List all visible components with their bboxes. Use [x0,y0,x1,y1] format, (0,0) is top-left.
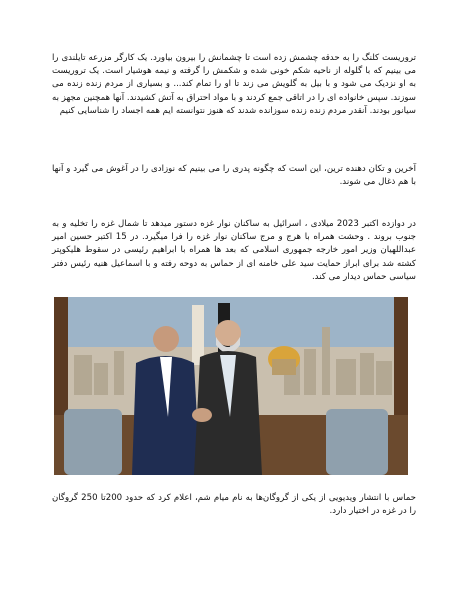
paragraph-3: در دوازده اکتبر 2023 میلادی ، اسرائیل به ساکنان نوار غزه دستور میدهد تا شمال غزه را تخلیه و به جنوب بروند . وحشت همراه با هرج و مرج ساکنان نوار غزه را فرا میگیرد. در 15 اکتبر حسین امیر عبداللهیان وزیر امور خارجه جمهوری اسلامی که بعد ها همراه با ابراهیم رئیسی در سقوط هلیکوپتر کشته شد برای ابراز حمایت سید علی خامنه ای از حماس به دوحه رفته و با اسماعیل هنیه رئیس دفتر سیاسی حماس دیدار می کند. [52,219,416,282]
meeting-photo [54,297,408,475]
paragraph-2: آخرین و تکان دهنده ترین، این است که چگونه پدری را می بینیم که نوزادی را در آغوش می گیرد و آنها با هم ذغال می شوند. [52,164,416,188]
paragraph-4: حماس با انتشار ویدیویی از یکی از گروگان‌ها به نام میام شم، اعلام کرد که حدود 200تا 250 گروگان را در غزه در اختیار دارد. [52,493,416,517]
person-left-head [153,326,179,352]
flag-left [192,305,204,365]
handshake [192,408,212,422]
chair-right [326,409,388,475]
chair-left [64,409,122,475]
paragraph-1: تروریست کلنگ را به حدقه چشمش زده است تا چشمانش را بیرون بیاورد. یک کارگر مزرعه تایلندی را می بینیم که با گلوله از ناحیه شکم خونی شده و شکمش را گرفته و نیمه هوشیار است. یک تروریست به او نزدیک می شود و با بیل به گلویش می زند تا او را تمام کند... و بسیاری از مردم زنده زنده می سوزند. سپس خانواده ای را در اتاقی جمع کردند و با مواد احتراق به آتش کشیدند. آنها همچنین مجهز به سیانور بودند. آنقدر مردم زنده زنده سوزانده شدند که هنوز نتوانسته ایم همه اجساد را شناسایی کنیم [52,53,416,116]
